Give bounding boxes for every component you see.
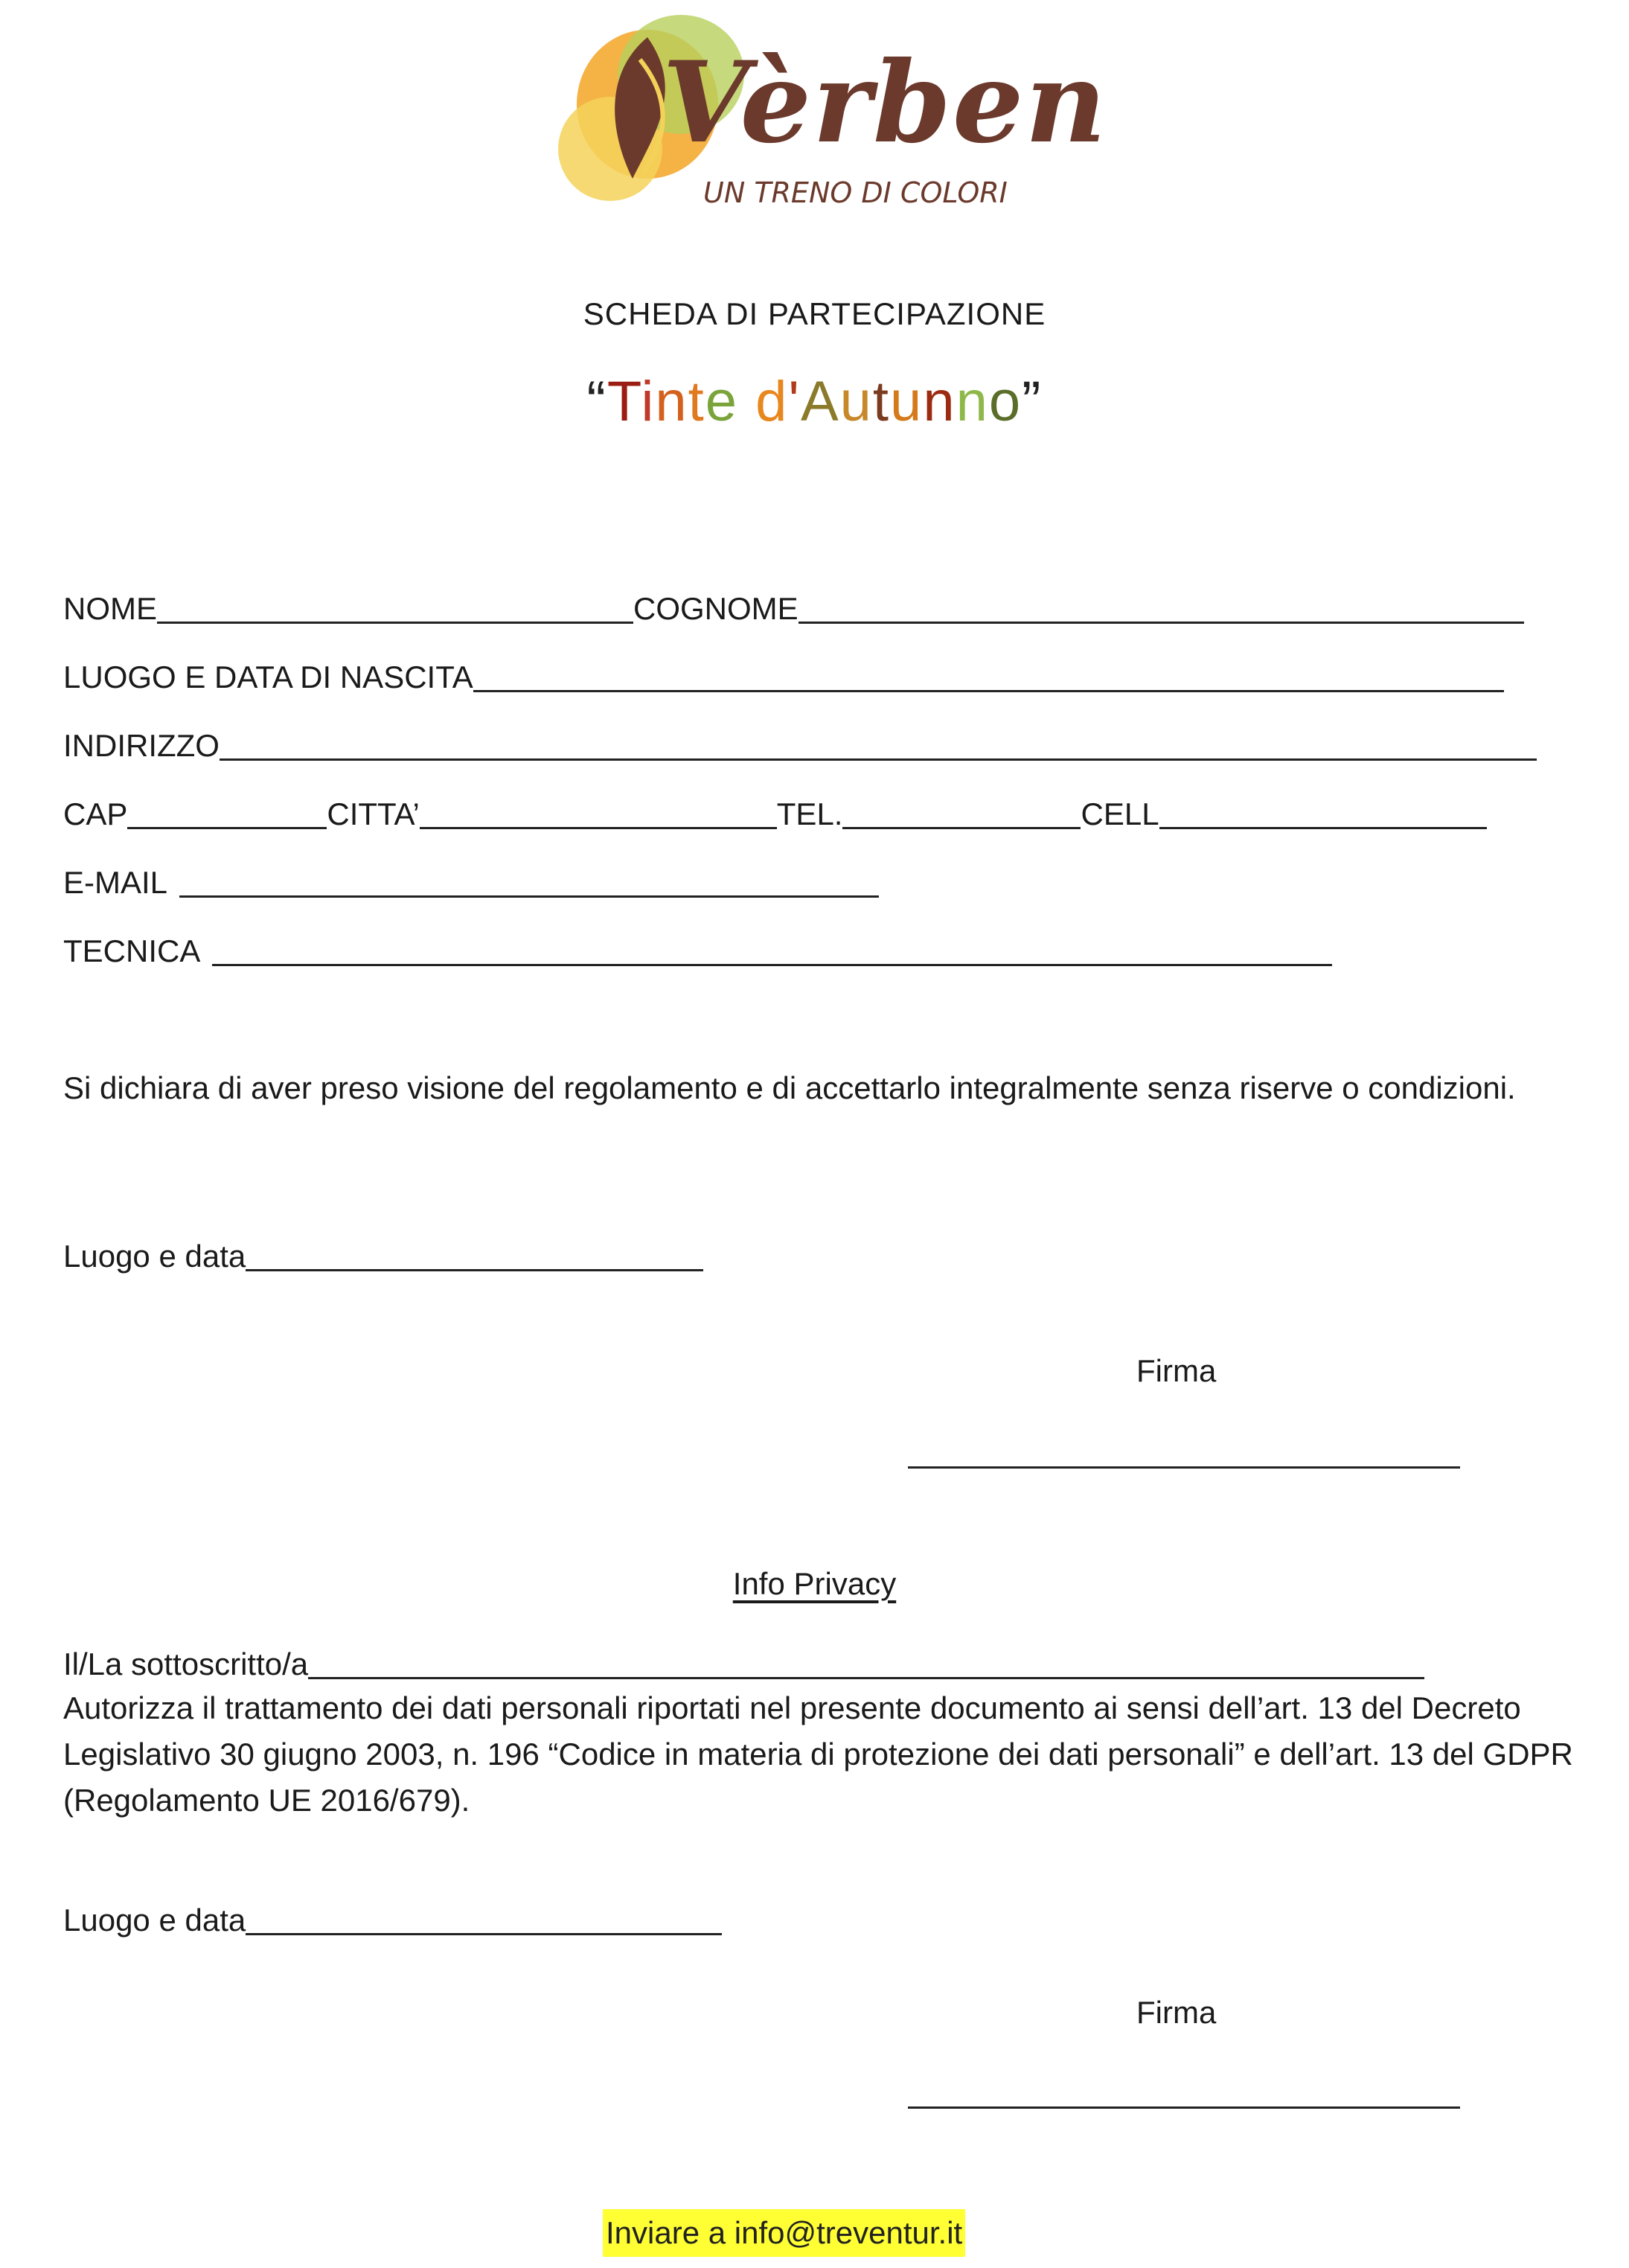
cap-label: CAP — [63, 796, 128, 831]
firma-field-1[interactable] — [908, 1466, 1460, 1469]
declaration-text: Si dichiara di aver preso visione del regolamento e di accettarlo integralmente senza riserve o condizioni. — [63, 1070, 1516, 1105]
tel-label: TEL. — [776, 796, 843, 831]
row-cap-citta-tel-cell — [63, 792, 1487, 837]
cell-field[interactable] — [1159, 791, 1487, 829]
logo-brand: Vèrben — [662, 37, 1108, 168]
event-title-letter — [738, 370, 755, 433]
luogo-data-label-2: Luogo e data — [63, 1903, 246, 1938]
privacy-text: Autorizza il trattamento dei dati personali riportati nel presente documento ai sensi dell’art. 13 del Decreto Legislativo 30 giugno 2003, n. 196 “Codice in materia di protezione dei dati personali” e dell’art. 13 del GDPR (Regolamento UE 2016/679). — [63, 1690, 1573, 1818]
event-title-text — [607, 370, 1022, 433]
send-to-email[interactable]: Inviare a info@treventur.it — [603, 2209, 965, 2257]
event-title-close-quote: ” — [1022, 370, 1043, 433]
tecnica-label: TECNICA — [63, 933, 201, 968]
event-title-letter: ' — [788, 370, 801, 433]
firma-field-2[interactable] — [908, 2106, 1460, 2109]
sottoscritto-label: Il/La sottoscritto/a — [63, 1646, 309, 1681]
luogo-data-field-2[interactable] — [246, 1897, 722, 1935]
event-title-letter: A — [800, 370, 840, 433]
sottoscritto-field[interactable] — [308, 1641, 1424, 1679]
row-indirizzo — [63, 723, 1537, 768]
luogo-data-nascita-label: LUOGO E DATA DI NASCITA — [63, 659, 473, 694]
citta-field[interactable] — [420, 791, 777, 829]
event-title-letter: u — [890, 370, 924, 433]
event-title-letter: t — [872, 370, 891, 433]
firma-label-1: Firma — [1136, 1353, 1217, 1388]
cap-field[interactable] — [127, 791, 327, 829]
nome-label: NOME — [63, 591, 157, 626]
row-luogo-data-2 — [63, 1898, 722, 1943]
tel-field[interactable] — [842, 791, 1081, 829]
luogo-data-field-1[interactable] — [246, 1233, 703, 1271]
nome-field[interactable] — [157, 586, 633, 624]
cell-label: CELL — [1081, 796, 1159, 831]
email-field[interactable] — [179, 860, 879, 898]
event-title-letter: i — [641, 370, 656, 433]
cognome-field[interactable] — [799, 586, 1524, 624]
event-title — [0, 369, 1629, 434]
row-luogo-data-nascita — [63, 655, 1504, 700]
tecnica-field[interactable] — [212, 928, 1332, 966]
luogo-data-label-1: Luogo e data — [63, 1239, 246, 1274]
luogo-data-nascita-field[interactable] — [473, 654, 1504, 692]
event-title-letter: n — [655, 370, 688, 433]
row-sottoscritto — [63, 1642, 1424, 1687]
event-title-open-quote: “ — [586, 370, 607, 433]
email-label: E-MAIL — [63, 865, 168, 900]
event-title-letter: d — [755, 370, 789, 433]
cognome-label: COGNOME — [633, 591, 799, 626]
indirizzo-label: INDIRIZZO — [63, 728, 220, 763]
logo-tagline: UN TRENO DI COLORI — [703, 176, 1008, 209]
row-email — [63, 860, 879, 905]
event-title-letter: o — [988, 370, 1022, 433]
privacy-title: Info Privacy — [732, 1566, 897, 1601]
firma-label-2: Firma — [1136, 1995, 1217, 2030]
event-title-letter: T — [607, 370, 641, 433]
form-title: SCHEDA DI PARTECIPAZIONE — [583, 296, 1046, 331]
row-tecnica — [63, 929, 1332, 974]
event-title-letter: t — [688, 370, 705, 433]
event-title-letter: e — [705, 370, 739, 433]
event-title-letter: u — [839, 370, 873, 433]
row-luogo-data-1 — [63, 1234, 703, 1279]
indirizzo-field[interactable] — [220, 723, 1537, 761]
event-title-letter: n — [956, 370, 989, 433]
event-title-letter: n — [923, 370, 956, 433]
citta-label: CITTA’ — [327, 796, 420, 831]
verben-logo — [558, 7, 1108, 223]
row-nome-cognome — [63, 587, 1524, 631]
